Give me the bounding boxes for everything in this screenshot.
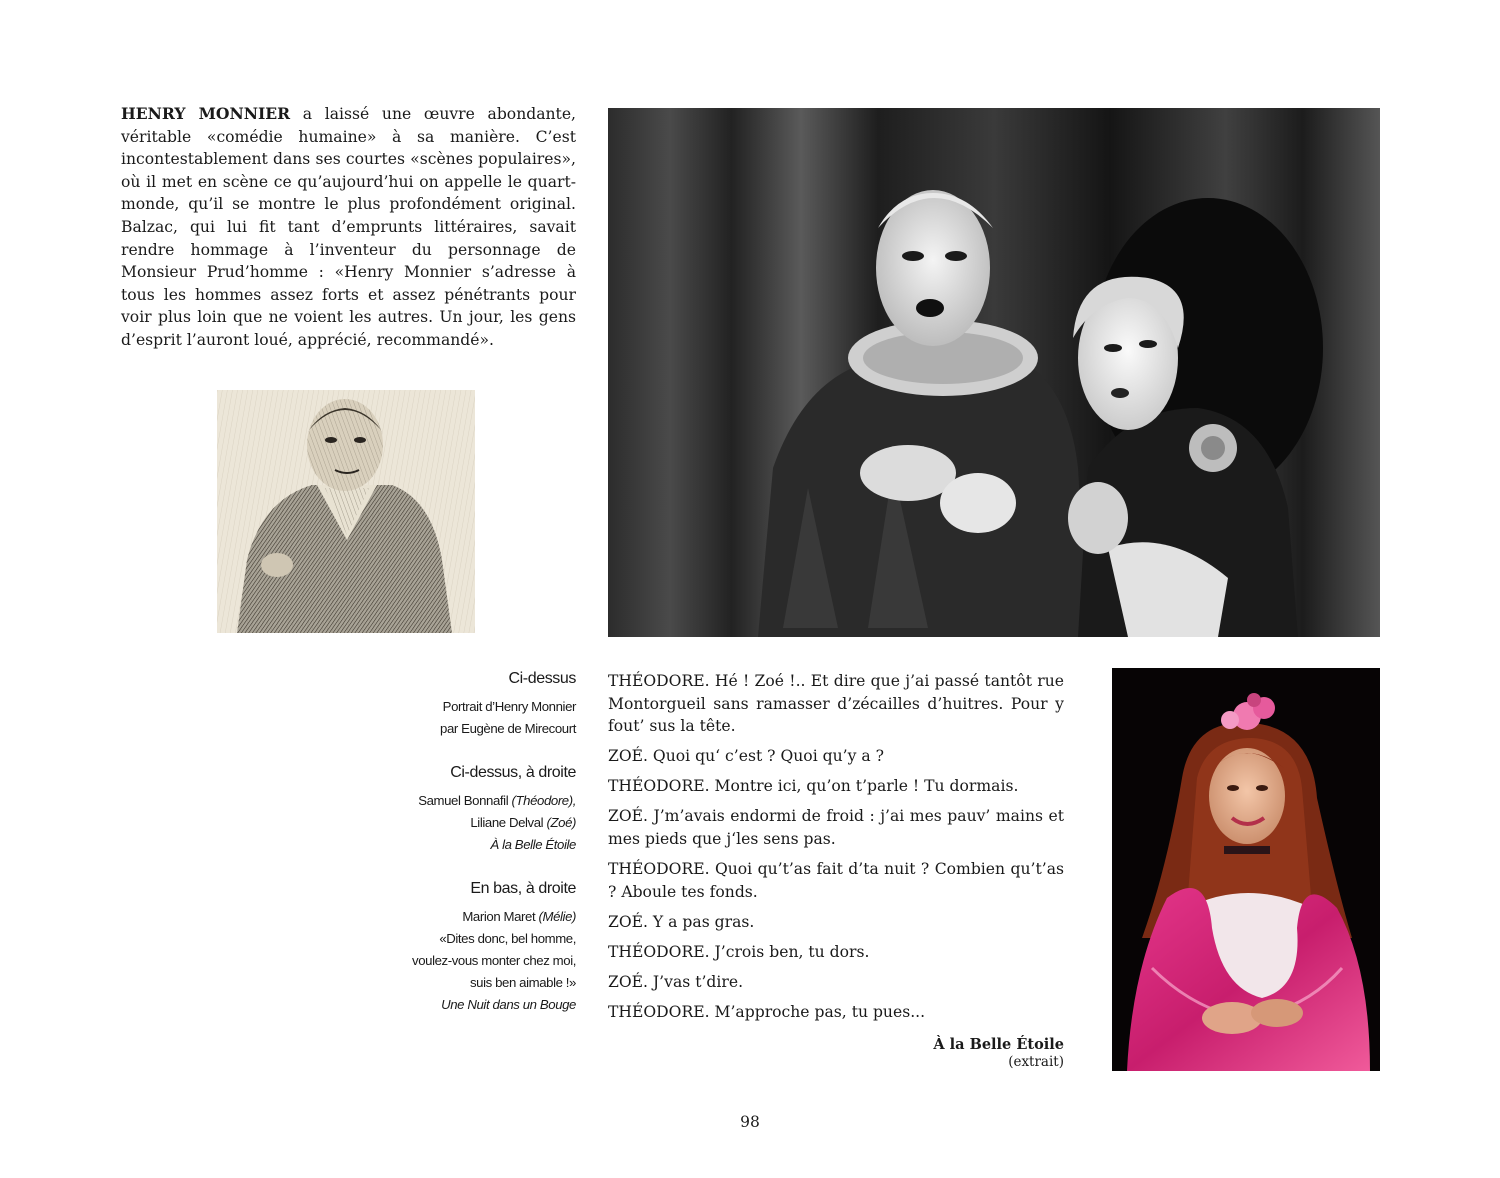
dialogue-speaker: ZOÉ. xyxy=(608,807,648,826)
dialogue-text: J’m’avais endormi de froid : j’ai mes pauv’ mains et mes pieds que j‘les sens pas. xyxy=(608,807,1064,849)
caption-actor1: Samuel Bonnafil xyxy=(418,793,512,808)
dialogue-line xyxy=(608,805,1064,850)
caption-above-right xyxy=(380,762,576,856)
dialogue-speaker: ZOÉ. xyxy=(608,747,648,766)
intro-text: a laissé une œuvre abondante, véritable «comédie humaine» à sa manière. C’est incontestablement dans ses courtes «scènes populaires», où il met en scène ce qu’aujourd’hui on appelle le quart-monde, qu’il se montre le plus profondément original. Balzac, qui lui fit tant d’emprunts littéraires, savait rendre hommage à l’inventeur du personnage de Monsieur Prud’homme : «Henry Monnier s’adresse à tous les hommes assez forts et assez pénétrants pour voir plus loin que ne voient les autres. Un jour, les gens d’esprit l’auront loué, apprécié, recommandé». xyxy=(121,105,577,349)
dialogue-text: J’vas t’dire. xyxy=(647,973,744,992)
dialogue-text: J’crois ben, tu dors. xyxy=(709,942,870,961)
dialogue-line xyxy=(608,745,1064,768)
caption-play-title: À la Belle Étoile xyxy=(490,837,576,852)
dialogue-speaker: THÉODORE. xyxy=(608,777,710,796)
dialogue-speaker: THÉODORE. xyxy=(608,672,710,690)
dialogue-line xyxy=(608,775,1064,798)
source-attribution xyxy=(608,1036,1064,1070)
dialogue-line xyxy=(608,941,1064,964)
caption-quote3: suis ben aimable !» xyxy=(469,975,576,990)
caption-actor3: Marion Maret xyxy=(462,909,539,924)
caption-above-right-heading: Ci-dessus, à droite xyxy=(450,764,576,781)
caption-quote2: voulez-vous monter chez moi, xyxy=(412,953,576,968)
caption-quote1: «Dites donc, bel homme, xyxy=(439,931,576,946)
caption-role1: (Théodore), xyxy=(511,793,576,808)
caption-above-line2: par Eugène de Mirecourt xyxy=(440,721,576,736)
dialogue-line xyxy=(608,1001,1064,1024)
source-title: À la Belle Étoile xyxy=(933,1035,1064,1053)
dialogue-text: M’approche pas, tu pues... xyxy=(709,1003,926,1022)
captions-column xyxy=(380,668,576,1038)
caption-above-line1: Portrait d’Henry Monnier xyxy=(442,699,576,714)
caption-role3: (Mélie) xyxy=(538,909,576,924)
dialogue-speaker: THÉODORE. xyxy=(608,1003,710,1022)
dialogue-line xyxy=(608,670,1064,738)
caption-cast-line3 xyxy=(380,906,576,928)
dialogue-speaker: ZOÉ. xyxy=(608,973,648,992)
caption-below-right-heading: En bas, à droite xyxy=(470,880,576,897)
caption-above-heading: Ci-dessus xyxy=(508,670,576,687)
engraving-portrait-image xyxy=(217,390,475,633)
dialogue-line xyxy=(608,858,1064,903)
dialogue-text: Hé ! Zoé !.. Et dire que j’ai passé tantôt rue Montorgueil sans ramasser d’zécailles d’huitres. Pour y fout’ sus la tête. xyxy=(608,672,1064,736)
dialogue-text: Quoi qu‘ c’est ? Quoi qu’y a ? xyxy=(647,747,885,766)
dialogue-line xyxy=(608,971,1064,994)
dialogue-text: Y a pas gras. xyxy=(647,912,755,931)
dialogue-excerpt xyxy=(608,670,1064,1070)
dialogue-line xyxy=(608,911,1064,934)
caption-actor2: Liliane Delval xyxy=(470,815,547,830)
caption-below-right xyxy=(380,878,576,1016)
stage-photograph xyxy=(608,108,1380,637)
dialogue-speaker: THÉODORE. xyxy=(608,860,710,879)
dialogue-text: Montre ici, qu’on t’parle ! Tu dormais. xyxy=(709,777,1019,796)
caption-above xyxy=(380,668,576,740)
caption-play-title-2: Une Nuit dans un Bouge xyxy=(441,997,576,1012)
intro-paragraph xyxy=(121,103,576,352)
dialogue-speaker: THÉODORE. xyxy=(608,942,710,961)
page-number: 98 xyxy=(740,1113,760,1131)
caption-role2: (Zoé) xyxy=(546,815,576,830)
source-note: (extrait) xyxy=(1008,1053,1064,1070)
caption-cast-line2 xyxy=(380,812,576,834)
intro-lead: HENRY MONNIER xyxy=(121,104,291,123)
actress-color-photograph xyxy=(1112,668,1380,1071)
caption-cast-line1 xyxy=(380,790,576,812)
dialogue-speaker: ZOÉ. xyxy=(608,912,648,931)
dialogue-text: Quoi qu’t’as fait d’ta nuit ? Combien qu’t’as ? Aboule tes fonds. xyxy=(608,860,1064,901)
